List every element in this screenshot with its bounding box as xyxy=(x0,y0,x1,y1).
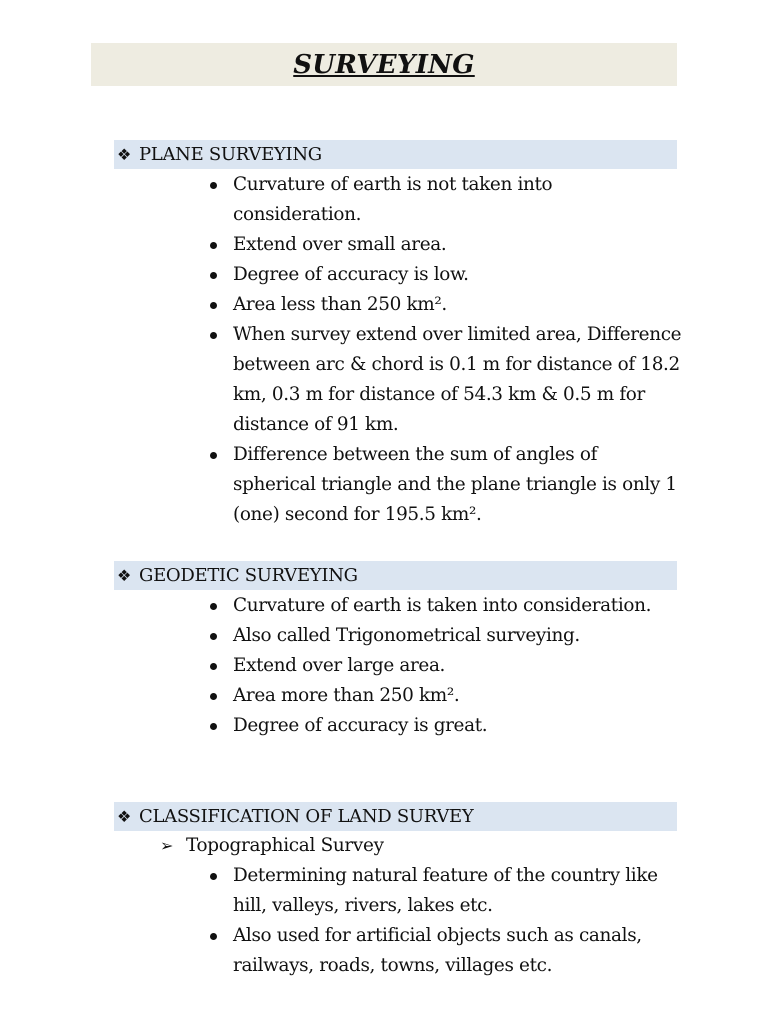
bullet-icon xyxy=(210,332,217,339)
list-item: Curvature of earth is not taken into consideration. xyxy=(205,170,685,230)
list-item: When survey extend over limited area, Difference between arc & chord is 0.1 m for distance of 18.2 km, 0.3 m for distance of 54.3 km & 0.5 m for distance of 91 km. xyxy=(205,320,685,440)
section-header-geodetic-surveying xyxy=(114,561,677,590)
title-band xyxy=(91,43,677,86)
diamond-bullet-icon: ❖ xyxy=(117,807,132,826)
list-item: Difference between the sum of angles of spherical triangle and the plane triangle is only 1 (one) second for 195.5 km². xyxy=(205,440,685,530)
list-item: Curvature of earth is taken into consideration. xyxy=(205,591,685,621)
bullet-icon xyxy=(210,242,217,249)
list-item: Degree of accuracy is low. xyxy=(205,260,685,290)
bullet-icon xyxy=(210,723,217,730)
bullet-icon xyxy=(210,302,217,309)
section-header-plane-surveying xyxy=(114,140,677,169)
list-item: Area less than 250 km². xyxy=(205,290,685,320)
section-heading: GEODETIC SURVEYING xyxy=(139,565,358,586)
section-heading: PLANE SURVEYING xyxy=(139,144,322,165)
list-item: Also used for artificial objects such as canals, railways, roads, towns, villages etc. xyxy=(205,921,685,981)
page-title: SURVEYING xyxy=(293,49,475,80)
list-item: Extend over large area. xyxy=(205,651,685,681)
bullet-icon xyxy=(210,873,217,880)
list-item: Degree of accuracy is great. xyxy=(205,711,685,741)
bullet-icon xyxy=(210,603,217,610)
bullet-icon xyxy=(210,663,217,670)
bullet-icon xyxy=(210,933,217,940)
subheading-topographical-survey: ➢ Topographical Survey xyxy=(160,831,384,861)
bullet-icon xyxy=(210,693,217,700)
bullet-icon xyxy=(210,452,217,459)
diamond-bullet-icon: ❖ xyxy=(117,566,132,585)
list-item: Extend over small area. xyxy=(205,230,685,260)
plane-surveying-list xyxy=(205,170,685,530)
list-item: Determining natural feature of the country like hill, valleys, rivers, lakes etc. xyxy=(205,861,685,921)
bullet-icon xyxy=(210,272,217,279)
arrow-bullet-icon: ➢ xyxy=(160,836,174,855)
section-header-classification xyxy=(114,802,677,831)
geodetic-surveying-list xyxy=(205,591,685,741)
bullet-icon xyxy=(210,182,217,189)
topographical-survey-list xyxy=(205,861,685,981)
list-item: Area more than 250 km². xyxy=(205,681,685,711)
diamond-bullet-icon: ❖ xyxy=(117,145,132,164)
bullet-icon xyxy=(210,633,217,640)
list-item: Also called Trigonometrical surveying. xyxy=(205,621,685,651)
section-heading: CLASSIFICATION OF LAND SURVEY xyxy=(139,806,474,827)
